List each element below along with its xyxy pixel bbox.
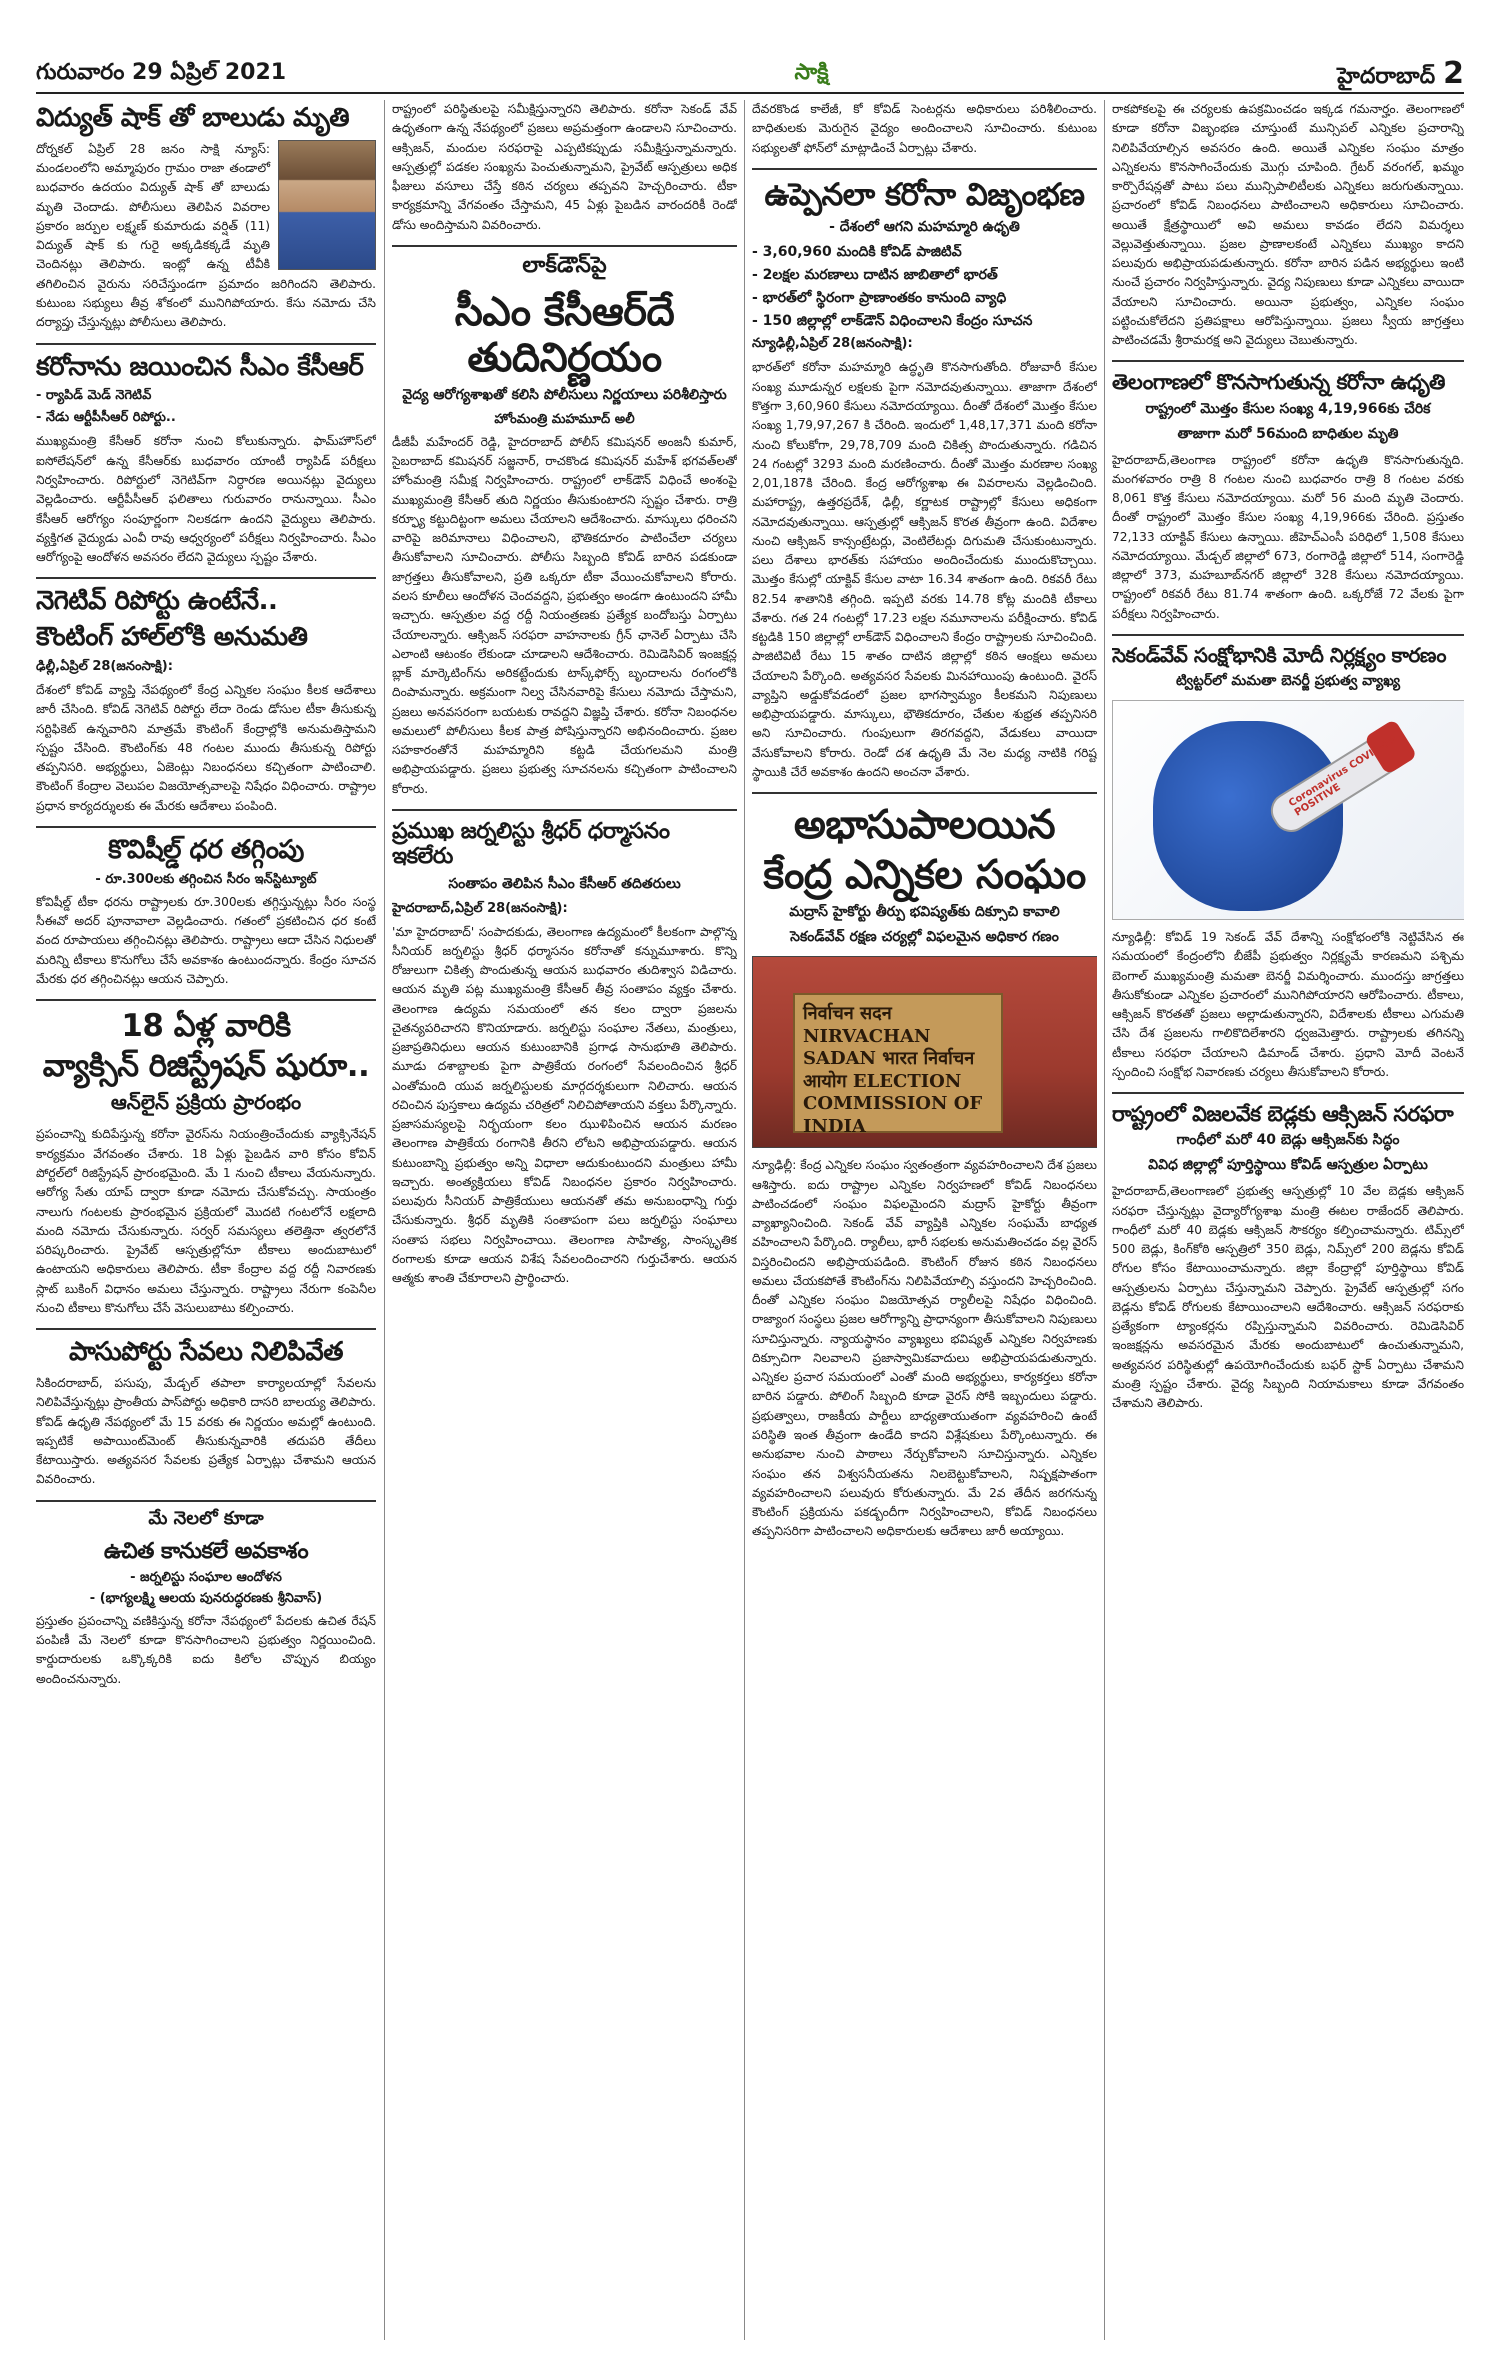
article-body: 'మా హైదరాబాద్' సంపాదకుడు, తెలంగాణ ఉద్యమంలో కీలకంగా పాల్గొన్న సీనియర్ జర్నలిస్టు శ్రీధర్ ధర్మాసనం కరోనాతో కన్నుమూశారు. కొన్ని రోజులుగా చికిత్స పొందుతున్న ఆయన బుధవారం తుదిశ్వాస విడిచారు. ఆయన మృతి పట్ల ముఖ్యమంత్రి కేసీఆర్ తీవ్ర సంతాపం వ్యక్తం చేశారు. తెలంగాణ ఉద్యమ సమయంలో తన కలం ద్వారా ప్రజలను చైతన్యపరిచారని కొనియాడారు. జర్నలిస్టు సంఘాల నేతలు, మంత్రులు, ప్రజాప్రతినిధులు ఆయన కుటుంబానికి ప్రగాఢ సానుభూతి తెలిపారు. మూడు దశాబ్దాలకు పైగా పాత్రికేయ రంగంలో సేవలందించిన శ్రీధర్ ఎంతోమంది యువ జర్నలిస్టులకు మార్గదర్శకులుగా నిలిచారు. ఆయన రచించిన పుస్తకాలు ఉద్యమ చరిత్రలో నిలిచిపోతాయని వక్తలు పేర్కొన్నారు. ప్రజాసమస్యలపై నిర్భయంగా కలం ఝుళిపించిన ఆయన మరణం తెలంగాణ పాత్రికేయ రంగానికి తీరని లోటని అభిప్రాయపడ్డారు. ఆయన కుటుంబాన్ని ప్రభుత్వం అన్ని విధాలా ఆదుకుంటుందని మంత్రులు హామీ ఇచ్చారు. అంత్యక్రియలు కోవిడ్ నిబంధనల ప్రకారం నిర్వహించారు. పలువురు సీనియర్ పాత్రికేయులు ఆయనతో తమ అనుబంధాన్ని గుర్తు చేసుకున్నారు. శ్రీధర్ మృతికి సంతాపంగా పలు జర్నలిస్టు సంఘాలు సంతాప సభలు నిర్వహించాయి. తెలంగాణ సాహిత్య, సాంస్కృతిక రంగాలకు కూడా ఆయన విశేష సేవలందించారని గుర్తుచేశారు. ఆయన ఆత్మకు శాంతి చేకూరాలని ప్రార్థించారు. bbox=[392, 924, 737, 1286]
article-counting-hall bbox=[36, 577, 376, 816]
column-4 bbox=[1112, 100, 1464, 1419]
column-2 bbox=[392, 100, 737, 1295]
election-commission-photo bbox=[752, 956, 1097, 1148]
headline-oxygen-supply: రాష్ట్రంలో విజలవేక బెడ్లకు ఆక్సిజన్ సరఫరా bbox=[1112, 1102, 1454, 1127]
headline-counting-hall: కౌంటింగ్ హాల్‌లోకి అనుమతి bbox=[36, 622, 308, 653]
subheadline: వైద్య ఆరోగ్యశాఖతో కలిసి పోలీసులు నిర్ణయాలు పరిశీలిస్తారు bbox=[402, 386, 727, 403]
kicker: లాక్‌డౌన్‌పై bbox=[522, 252, 607, 278]
headline-free-ration: ఉచిత కానుకలే అవకాశం bbox=[103, 1538, 309, 1564]
article-body: కోవిషీల్డ్ టీకా ధరను రాష్ట్రాలకు రూ.300లకు తగ్గిస్తున్నట్లు సీరం సంస్థ సీఈవో అదర్ పూనావాలా వెల్లడించారు. గతంలో ప్రకటించిన ధర కంటే వంద రూపాయలు తగ్గించినట్లు తెలిపారు. రాష్ట్రాలు ఆదా చేసిన నిధులతో మరిన్ని టీకాలు కొనుగోలు చేసే అవకాశం ఉంటుందన్నారు. కేంద్రం సూచన మేరకు ధర తగ్గించినట్లు ఆయన చెప్పారు. bbox=[36, 894, 376, 986]
article-covishield-price bbox=[36, 826, 376, 989]
column-rule bbox=[384, 100, 385, 2340]
article-body: ప్రస్తుతం ప్రపంచాన్ని వణికిస్తున్న కరోనా నేపథ్యంలో పేదలకు ఉచిత రేషన్ పంపిణీ మే నెలలో కూడా కొనసాగించాలని ప్రభుత్వం నిర్ణయించింది. కార్డుదారులకు ఒక్కొక్కరికి ఐదు కిలోల చొప్పున బియ్యం అందించనున్నారు. bbox=[36, 1613, 376, 1686]
article-journalist-sridhar bbox=[392, 809, 737, 1289]
byline: - (భాగ్యలక్ష్మి ఆలయ పునరుద్ధరణకు శ్రీనివాస్) bbox=[89, 1590, 323, 1606]
column-1 bbox=[36, 100, 376, 1695]
article-body: ప్రపంచాన్ని కుదిపేస్తున్న కరోనా వైరస్‌ను నియంత్రించేందుకు వ్యాక్సినేషన్ కార్యక్రమం వేగవంతం చేశారు. 18 ఏళ్లు పైబడిన వారి కోసం కోవిన్ పోర్టల్‌లో రిజిస్ట్రేషన్ ప్రారంభమైంది. మే 1 నుంచి టీకాలు వేయనున్నారు. ఆరోగ్య సేతు యాప్ ద్వారా కూడా నమోదు చేసుకోవచ్చు. సాయంత్రం నాలుగు గంటలకు ప్రారంభమైన ప్రక్రియలో మొదటి గంటలోనే లక్షలాది మంది నమోదు చేసుకున్నారు. సర్వర్ సమస్యలు తలెత్తినా త్వరలోనే పరిష్కరించారు. ప్రైవేట్ ఆస్పత్రుల్లోనూ టీకాలు అందుబాటులో ఉంటాయని అధికారులు తెలిపారు. టీకా కేంద్రాల వద్ద రద్దీ నివారణకు స్లాట్ బుకింగ్ విధానం అమలు చేస్తున్నారు. రాష్ట్రాలు నేరుగా కంపెనీల నుంచి టీకాలు కొనుగోలు చేసే వెసులుబాటు కల్పించారు. bbox=[36, 1127, 376, 1315]
byline: హోంమంత్రి మహమూద్ అలీ bbox=[494, 411, 635, 427]
subheadline: వివిధ జిల్లాల్లో పూర్తిస్థాయి కోవిడ్ ఆస్పత్రుల ఏర్పాటు bbox=[1148, 1157, 1428, 1174]
article-body: దేశంలో కోవిడ్ వ్యాప్తి నేపథ్యంలో కేంద్ర ఎన్నికల సంఘం కీలక ఆదేశాలు జారీ చేసింది. కోవిడ్ నెగెటివ్ రిపోర్టు లేదా రెండు డోసుల టీకా తీసుకున్న సర్టిఫికెట్ ఉన్నవారిని మాత్రమే కౌంటింగ్ కేంద్రాల్లోకి అనుమతిస్తామని స్పష్టం చేసింది. కౌంటింగ్‌కు 48 గంటల ముందు తీసుకున్న రిపోర్టు తప్పనిసరి. అభ్యర్థులు, ఏజెంట్లు నిబంధనలు కచ్చితంగా పాటించాలి. కౌంటింగ్ కేంద్రాల వెలుపల విజయోత్సవాలపై నిషేధం విధించారు. రాష్ట్రాల ప్రధాన కార్యదర్శులకు ఈ మేరకు ఆదేశాలు పంపింది. bbox=[36, 683, 376, 813]
headline-negative-report: నెగెటివ్ రిపోర్టు ఉంటేనే.. bbox=[36, 586, 278, 617]
page-number: 2 bbox=[1443, 56, 1464, 91]
article-telangana-corona bbox=[1112, 360, 1464, 624]
headline-election-commission: కేంద్ర ఎన్నికల సంఘం bbox=[763, 852, 1086, 899]
subheadline: గాంధీలో మరో 40 బెడ్లు ఆక్సిజన్‌కు సిద్ధం bbox=[1176, 1132, 1400, 1149]
article-free-ration bbox=[36, 1500, 376, 1689]
headline-lockdown: సీఎం కేసీఆర్‌దే తుదినిర్ణయం bbox=[454, 288, 675, 381]
article-body: భారత్‌లో కరోనా మహమ్మారి ఉద్ధృతి కొనసాగుతోంది. రోజువారీ కేసుల సంఖ్య మూడున్నర లక్షలకు పైగా నమోదవుతున్నాయి. తాజాగా దేశంలో కొత్తగా 3,60,960 కేసులు నమోదయ్యాయి. దీంతో దేశంలో మొత్తం కేసుల సంఖ్య 1,79,97,267 కి చేరింది. ఇందులో 1,48,17,371 మంది కరోనా నుంచి కోలుకోగా, 29,78,709 మంది చికిత్స పొందుతున్నారు. గడిచిన 24 గంటల్లో 3293 మంది మరణించారు. దీంతో మొత్తం మరణాల సంఖ్య 2,01,187కి చేరింది. కేంద్ర ఆరోగ్యశాఖ ఈ వివరాలను వెల్లడించింది. మహారాష్ట్ర, ఉత్తరప్రదేశ్, ఢిల్లీ, కర్ణాటక రాష్ట్రాల్లో కేసులు అధికంగా నమోదవుతున్నాయి. ఆస్పత్రుల్లో ఆక్సిజన్ కొరత తీవ్రంగా ఉంది. విదేశాల నుంచి ఆక్సిజన్ కాన్సంట్రేటర్లు, వెంటిలేటర్లు దిగుమతి చేసుకుంటున్నారు. పలు దేశాలు భారత్‌కు సహాయం అందించేందుకు ముందుకొచ్చాయి. మొత్తం కేసుల్లో యాక్టివ్ కేసుల వాటా 16.34 శాతంగా ఉంది. రికవరీ రేటు 82.54 శాతానికి తగ్గింది. ఇప్పటి వరకు 14.78 కోట్ల మందికి టీకాలు వేశారు. గత 24 గంటల్లో 17.23 లక్షల నమూనాలను పరీక్షించారు. కోవిడ్ కట్టడికి 150 జిల్లాల్లో లాక్‌డౌన్ విధించాలని కేంద్రం రాష్ట్రాలకు సూచించింది. పాజిటివిటీ రేటు 15 శాతం దాటిన జిల్లాల్లో కఠిన ఆంక్షలు అమలు చేయాలని పేర్కొంది. అత్యవసర సేవలకు మినహాయింపు ఉంటుంది. వైరస్ వ్యాప్తిని అడ్డుకోవడంలో ప్రజల భాగస్వామ్యం కీలకమని నిపుణులు అభిప్రాయపడ్డారు. మాస్కులు, భౌతికదూరం, చేతుల శుభ్రత తప్పనిసరి అని సూచించారు. గుంపులుగా తిరగవద్దని, వేడుకలు వాయిదా వేసుకోవాలని కోరారు. రెండో దశ ఉధృతి మే నెల మధ్య నాటికి గరిష్ట స్థాయికి చేరే అవకాశం ఉందని అంచనా వేశారు. bbox=[752, 360, 1097, 780]
article-election-commission bbox=[752, 792, 1097, 1541]
dateline: ఢిల్లీ,ఏప్రిల్ 28(జనంసాక్షి): bbox=[36, 659, 173, 675]
highlight-bullet: - 2లక్షల మరణాలు దాటిన జాబితాలో భారత్ bbox=[752, 267, 998, 284]
article-body: రాష్ట్రంలో పరిస్థితులపై సమీక్షిస్తున్నారని తెలిపారు. కరోనా సెకండ్ వేవ్ ఉధృతంగా ఉన్న నేపథ్యంలో ప్రజలు అప్రమత్తంగా ఉండాలని సూచించారు. ఆక్సిజన్, మందుల సరఫరాపై ఎప్పటికప్పుడు సమీక్షిస్తున్నామన్నారు. ఆస్పత్రుల్లో పడకల సంఖ్యను పెంచుతున్నామని, ప్రైవేట్ ఆస్పత్రులు అధిక ఫీజులు వసూలు చేస్తే కఠిన చర్యలు తప్పవని హెచ్చరించారు. టీకా కార్యక్రమాన్ని వేగవంతం చేస్తామని, 45 ఏళ్లు పైబడిన వారందరికీ రెండో డోసు అందిస్తామని వివరించారు. bbox=[392, 102, 737, 232]
headline-18-years: 18 ఏళ్ల వారికి bbox=[121, 1008, 291, 1045]
article-body: న్యూఢిల్లీ: కేంద్ర ఎన్నికల సంఘం స్వతంత్రంగా వ్యవహరించాలని దేశ ప్రజలు ఆశిస్తారు. ఐదు రాష్ట్రాల ఎన్నికల నిర్వహణలో కోవిడ్ నిబంధనలు పాటించడంలో సంఘం విఫలమైందని మద్రాస్ హైకోర్టు తీవ్రంగా వ్యాఖ్యానించింది. సెకండ్ వేవ్ వ్యాప్తికి ఎన్నికల సంఘమే బాధ్యత వహించాలని పేర్కొంది. ర్యాలీలు, భారీ సభలకు అనుమతించడం వల్ల వైరస్ విస్తరించిందని అభిప్రాయపడింది. కౌంటింగ్ రోజున కఠిన నిబంధనలు అమలు చేయకపోతే కౌంటింగ్‌ను నిలిపివేయాల్సి వస్తుందని హెచ్చరించింది. దీంతో ఎన్నికల సంఘం విజయోత్సవ ర్యాలీలపై నిషేధం విధించింది. రాజ్యాంగ సంస్థలు ప్రజల ఆరోగ్యాన్ని ప్రాధాన్యంగా తీసుకోవాలని నిపుణులు సూచిస్తున్నారు. న్యాయస్థానం వ్యాఖ్యలు భవిష్యత్ ఎన్నికల నిర్వహణకు దిక్సూచిగా నిలవాలని ప్రజాస్వామికవాదులు అభిప్రాయపడుతున్నారు. ఎన్నికల ప్రచార సమయంలో ఎంతో మంది అభ్యర్థులు, కార్యకర్తలు కరోనా బారిన పడ్డారు. పోలింగ్ సిబ్బంది కూడా వైరస్ సోకి ఇబ్బందులు పడ్డారు. ప్రభుత్వాలు, రాజకీయ పార్టీలు బాధ్యతాయుతంగా వ్యవహరించి ఉంటే పరిస్థితి ఇంత తీవ్రంగా ఉండేది కాదని విశ్లేషకులు పేర్కొంటున్నారు. ఈ అనుభవాల నుంచి పాఠాలు నేర్చుకోవాలని సూచిస్తున్నారు. ఎన్నికల సంఘం తన విశ్వసనీయతను నిలబెట్టుకోవాలని, నిష్పక్షపాతంగా వ్యవహరించాలని పలువురు కోరుతున్నారు. మే 2వ తేదీన జరగనున్న కౌంటింగ్ ప్రక్రియను పకడ్బందీగా నిర్వహించాలని, కోవిడ్ నిబంధనలు తప్పనిసరిగా పాటించాలని అధికారులకు ఆదేశాలు జారీ అయ్యాయి. bbox=[752, 1158, 1097, 1539]
article-body: హైదరాబాద్,తెలంగాణ రాష్ట్రంలో కరోనా ఉధృతి కొనసాగుతున్నది. మంగళవారం రాత్రి 8 గంటల నుంచి బుధవారం రాత్రి 8 గంటల వరకు 8,061 కొత్త కేసులు నమోదయ్యాయి. మరో 56 మంది మృతి చెందారు. దీంతో రాష్ట్రంలో మొత్తం కేసుల సంఖ్య 4,19,966కు చేరింది. ప్రస్తుతం 72,133 యాక్టివ్ కేసులు ఉన్నాయి. జీహెచ్ఎంసీ పరిధిలో 1,508 కేసులు నమోదయ్యాయి. మేడ్చల్ జిల్లాలో 673, రంగారెడ్డి జిల్లాలో 514, సంగారెడ్డి జిల్లాలో 373, మహబూబ్‌నగర్ జిల్లాలో 328 కేసులు నమోదయ్యాయి. రాష్ట్రంలో రికవరీ రేటు 81.74 శాతంగా ఉంది. ఒక్కరోజే 72 వేలకు పైగా పరీక్షలు నిర్వహించారు. bbox=[1112, 452, 1464, 621]
subheadline: రాష్ట్రంలో మొత్తం కేసుల సంఖ్య 4,19,966కు చేరిక bbox=[1145, 400, 1431, 417]
article-body: దేవరకొండ కాలేజీ, కో కోవిడ్ సెంటర్లను అధికారులు పరిశీలించారు. బాధితులకు మెరుగైన వైద్యం అందించాలని సూచించారు. కుటుంబ సభ్యులతో ఫోన్‌లో మాట్లాడించే ఏర్పాట్లు చేశారు. bbox=[752, 102, 1097, 155]
kicker: మే నెలలో కూడా bbox=[148, 1507, 264, 1529]
highlight-bullet: - 150 జిల్లాల్లో లాక్‌డౌన్ విధించాలని కేంద్రం సూచన bbox=[752, 313, 1033, 330]
subheadline: సంతాపం తెలిపిన సీఎం కేసీఆర్ తదితరులు bbox=[448, 875, 681, 892]
column-3 bbox=[752, 100, 1097, 1548]
article-vaccine-registration bbox=[36, 999, 376, 1318]
headline-journalist-sridhar: ప్రముఖ జర్నలిస్టు శ్రీధర్ ధర్మాసనం ఇకలేరు bbox=[392, 818, 670, 870]
article-body: డీజీపీ మహేందర్ రెడ్డి, హైదరాబాద్ పోలీస్ కమిషనర్ అంజనీ కుమార్, సైబరాబాద్ కమిషనర్ సజ్జనార్, రాచకొండ కమిషనర్ మహేశ్ భగవత్‌లతో హోంమంత్రి సమీక్ష నిర్వహించారు. రాష్ట్రంలో లాక్‌డౌన్ విధించే అంశంపై ముఖ్యమంత్రి కేసీఆర్ తుది నిర్ణయం తీసుకుంటారని స్పష్టం చేశారు. రాత్రి కర్ఫ్యూ కట్టుదిట్టంగా అమలు చేయాలని ఆదేశించారు. మాస్కులు ధరించని వారిపై జరిమానాలు విధించాలని, భౌతికదూరం పాటించేలా చర్యలు తీసుకోవాలని సూచించారు. పోలీసు సిబ్బంది కోవిడ్ బారిన పడకుండా జాగ్రత్తలు తీసుకోవాలని, ప్రతి ఒక్కరూ టీకా వేయించుకోవాలని కోరారు. వలస కూలీలు ఆందోళన చెందవద్దని, ప్రభుత్వం అండగా ఉంటుందని హామీ ఇచ్చారు. ఆస్పత్రుల వద్ద రద్దీ నియంత్రణకు ప్రత్యేక బందోబస్తు ఏర్పాటు చేయాలన్నారు. ఆక్సిజన్ సరఫరా వాహనాలకు గ్రీన్ ఛానెల్ ఏర్పాటు చేసి ఎలాంటి ఆటంకం లేకుండా చూడాలని ఆదేశించారు. రెమిడెసివిర్ ఇంజక్షన్ల బ్లాక్ మార్కెటింగ్‌ను అరికట్టేందుకు టాస్క్‌ఫోర్స్ బృందాలను రంగంలోకి దింపామన్నారు. అక్రమంగా నిల్వ చేసినవారిపై కేసులు నమోదు చేస్తామని, ప్రజలు అనవసరంగా బయటకు రావద్దని విజ్ఞప్తి చేశారు. కరోనా నిబంధనల అమలులో పోలీసులు కీలక పాత్ర పోషిస్తున్నారని అభినందించారు. ప్రజల సహకారంతోనే మహమ్మారిని కట్టడి చేయగలమని మంత్రి అభిప్రాయపడ్డారు. ప్రజలు ప్రభుత్వ సూచనలను కచ్చితంగా పాటించాలని కోరారు. bbox=[392, 434, 737, 796]
article-body: ముఖ్యమంత్రి కేసీఆర్ కరోనా నుంచి కోలుకున్నారు. ఫామ్‌హౌస్‌లో ఐసోలేషన్‌లో ఉన్న కేసీఆర్‌కు బుధవారం యాంటీ ర్యాపిడ్ పరీక్షలు నిర్వహించారు. రిపోర్టులో నెగెటివ్‌గా నిర్ధారణ అయినట్లు వైద్యులు వెల్లడించారు. ఆర్టీపీసీఆర్ ఫలితాలు గురువారం రానున్నాయి. సీఎం కేసీఆర్ ఆరోగ్యం సంపూర్ణంగా నిలకడగా ఉందని వైద్యులు తెలిపారు. వ్యక్తిగత వైద్యుడు ఎంవీ రావు ఆధ్వర్యంలో పరీక్షలు నిర్వహించారు. సీఎం ఆరోగ్యంపై ఆందోళన అవసరం లేదని వైద్యులు స్పష్టం చేశారు. bbox=[36, 434, 376, 565]
subheadline: ఆన్‌లైన్ ప్రక్రియ ప్రారంభం bbox=[110, 1090, 302, 1115]
headline-electric-shock: విద్యుత్ షాక్ తో బాలుడు మృతి bbox=[36, 103, 350, 133]
article-oxygen-supply bbox=[1112, 1092, 1464, 1413]
boy-photo bbox=[278, 140, 376, 270]
covid-test-tube-photo bbox=[1112, 700, 1464, 920]
byline: - ర్యాపిడ్ మెడ్ నెగెటివ్ bbox=[36, 388, 152, 404]
article-passport bbox=[36, 1328, 376, 1489]
column-rule bbox=[1104, 100, 1105, 2340]
headline-passport: పాసుపోర్టు సేవలు నిలిపివేత bbox=[69, 1337, 343, 1368]
article-body: సికిందరాబాద్, పసుపు, మేడ్చల్ తపాలా కార్యాలయాల్లో సేవలను నిలిపివేస్తున్నట్లు ప్రాంతీయ పాస్‌పోర్టు అధికారి దాసరి బాలయ్య తెలిపారు. కోవిడ్ ఉధృతి నేపథ్యంలో మే 15 వరకు ఈ నిర్ణయం అమల్లో ఉంటుంది. ఇప్పటికే అపాయింట్‌మెంట్ తీసుకున్నవారికి తదుపరి తేదీలు కేటాయిస్తారు. అత్యవసర సేవలకు ప్రత్యేక ఏర్పాట్లు చేశామని ఆయన వివరించారు. bbox=[36, 1375, 376, 1487]
subheadline: - దేశంలో ఆగని మహమ్మారి ఉధృతి bbox=[829, 219, 1020, 236]
headline-vaccine-registration: వ్యాక్సిన్ రిజిస్ట్రేషన్ షురూ.. bbox=[42, 1047, 370, 1084]
column-rule bbox=[744, 100, 745, 2340]
article-body: దోర్నకల్ ఏప్రిల్ 28 జనం సాక్షి న్యూస్: మండలంలోని అమ్మాపురం గ్రామం రాజా తండాలో బుధవారం ఉదయం విద్యుత్ షాక్ తో బాలుడు మృతి చెందాడు. పోలీసులు తెలిపిన వివరాల ప్రకారం జర్పుల లక్ష్మణ్ కుమారుడు వర్షిత్ (11) విద్యుత్ షాక్ కు గురై అక్కడికక్కడే మృతి చెందినట్లు తెలిపారు. ఇంట్లో ఉన్న టీవీకి తగిలించిన వైరును సరిచేస్తుండగా ప్రమాదం జరిగిందని తెలిపారు. కుటుంబ సభ్యులు తీవ్ర శోకంలో మునిగిపోయారు. కేసు నమోదు చేసి దర్యాప్తు చేస్తున్నట్లు పోలీసులు తెలిపారు. bbox=[36, 141, 376, 330]
subheadline: తాజాగా మరో 56మంది బాధితుల మృతి bbox=[1177, 425, 1399, 442]
building-plaque: निर्वाचन सदन NIRVACHAN SADAN भारत निर्वाचन आयोग ELECTION COMMISSION OF INDIA bbox=[793, 993, 1003, 1133]
headline-telangana-corona: తెలంగాణలో కొనసాగుతున్న కరోనా ఉధృతి bbox=[1112, 370, 1445, 395]
masthead-brand: సాక్షి bbox=[794, 60, 829, 85]
dateline: హైదరాబాద్,ఏప్రిల్ 28(జనంసాక్షి): bbox=[392, 900, 568, 916]
highlight-bullet: - 3,60,960 మందికి కోవిడ్ పాజిటివ్ bbox=[752, 244, 962, 261]
article-body: న్యూఢిల్లీ: కోవిడ్ 19 సెకండ్ వేవ్ దేశాన్ని సంక్షోభంలోకి నెట్టివేసిన ఈ సమయంలో కేంద్రంలోని బీజేపీ ప్రభుత్వం నిర్లక్ష్యమే కారణమని పశ్చిమ బెంగాల్ ముఖ్యమంత్రి మమతా బెనర్జీ విమర్శించారు. ముందస్తు జాగ్రత్తలు తీసుకోకుండా ఎన్నికల ప్రచారంలో మునిగిపోయారని ఆరోపించారు. టీకాలు, ఆక్సిజన్ కొరతతో ప్రజలు అల్లాడుతున్నారని, విదేశాలకు టీకాలు ఎగుమతి చేసి దేశ ప్రజలను గాలికొదిలేశారని ధ్వజమెత్తారు. రాష్ట్రాలకు తగినన్ని టీకాలు సరఫరా చేయాలని డిమాండ్ చేశారు. ప్రధాని మోదీ వెంటనే స్పందించి సంక్షోభ నివారణకు చర్యలు తీసుకోవాలని కోరారు. bbox=[1112, 929, 1464, 1079]
byline: - రూ.300లకు తగ్గించిన సీరం ఇన్‌స్టిట్యూట్ bbox=[95, 871, 317, 887]
headline-second-wave: సెకండ్‌వేవ్ సంక్షోభానికి మోదీ నిర్లక్ష్యం కారణం bbox=[1112, 642, 1447, 667]
subheadline: మద్రాస్ హైకోర్టు తీర్పు భవిష్యత్‌కు దిక్సూచి కావాలి bbox=[789, 904, 1060, 921]
dateline: న్యూఢిల్లీ,ఏప్రిల్ 28(జనంసాక్షి): bbox=[752, 336, 913, 352]
masthead bbox=[36, 58, 1464, 94]
subheadline: సెకండ్‌వేవ్ రక్షణ చర్యల్లో విఫలమైన అధికార గణం bbox=[790, 929, 1059, 946]
article-corona-surge bbox=[752, 168, 1097, 782]
kicker: అభాసుపాలయిన bbox=[793, 802, 1056, 849]
headline-kcr-recovery: కరోనాను జయించిన సీఎం కేసీఆర్ bbox=[36, 351, 364, 382]
masthead-date: గురువారం 29 ఏప్రిల్ 2021 bbox=[36, 60, 287, 85]
article-body: రాకపోకలపై ఈ చర్యలకు ఉపక్రమించడం ఇక్కడ గమనార్హం. తెలంగాణలో కూడా కరోనా విజృంభణ చూస్తుంటే మున్సిపల్ ఎన్నికల ప్రచారాన్ని నిలిపివేయాల్సిన అవసరం ఉంది. అయితే ఎన్నికల సంఘం మాత్రం ఎన్నికలను కొనసాగించేందుకు మొగ్గు చూపింది. గ్రేటర్ వరంగల్, ఖమ్మం కార్పొరేషన్లతో పాటు పలు మున్సిపాలిటీలకు ఎన్నికలు జరుగుతున్నాయి. ప్రచారంలో కోవిడ్ నిబంధనలు పాటించాలని అధికారులు సూచించారు. అయితే క్షేత్రస్థాయిలో అవి అమలు కావడం లేదని విమర్శలు వెల్లువెత్తుతున్నాయి. ప్రజల ప్రాణాలకంటే ఎన్నికలు ముఖ్యం కాదని పలువురు అభిప్రాయపడుతున్నారు. కరోనా బారిన పడిన అభ్యర్థులు ఇంటి నుంచే ప్రచారం నిర్వహిస్తున్నారు. వైద్య నిపుణులు కూడా ఎన్నికలు వాయిదా వేయాలని సూచించారు. అయినా ప్రభుత్వం, ఎన్నికల సంఘం పట్టించుకోలేదని ప్రతిపక్షాలు ఆరోపిస్తున్నాయి. ప్రజలు స్వీయ జాగ్రత్తలు పాటించడమే శ్రీరామరక్ష అని వైద్యులు చెబుతున్నారు. bbox=[1112, 102, 1464, 348]
byline: - జర్నలిస్టు సంఘాల ఆందోళన bbox=[130, 1569, 282, 1585]
highlight-bullet: - భారత్‌లో స్థిరంగా ప్రాణాంతకం కానుంది వ్యాధి bbox=[752, 290, 1007, 307]
masthead-city: హైదరాబాద్ 2 bbox=[1337, 56, 1464, 91]
headline-covishield: కొవిషీల్డ్ ధర తగ్గింపు bbox=[108, 834, 304, 865]
subheadline: ట్విట్టర్‌లో మమతా బెనర్జీ ప్రభుత్వ వ్యాఖ్య bbox=[1175, 672, 1401, 689]
article-kcr-recovery bbox=[36, 343, 376, 568]
article-body: హైదరాబాద్,తెలంగాణలో ప్రభుత్వ ఆస్పత్రుల్లో 10 వేల బెడ్లకు ఆక్సిజన్ సరఫరా చేస్తున్నట్లు వైద్యారోగ్యశాఖ మంత్రి ఈటల రాజేందర్ తెలిపారు. గాంధీలో మరో 40 బెడ్లకు ఆక్సిజన్ సౌకర్యం కల్పించామన్నారు. టిమ్స్‌లో 500 బెడ్లు, కింగ్‌కోఠి ఆస్పత్రిలో 350 బెడ్లు, నిమ్స్‌లో 200 బెడ్లను కోవిడ్ రోగుల కోసం కేటాయించామన్నారు. జిల్లా కేంద్రాల్లో పూర్తిస్థాయి కోవిడ్ ఆస్పత్రులను ఏర్పాటు చేస్తున్నామని చెప్పారు. ప్రైవేట్ ఆస్పత్రుల్లో సగం బెడ్లను కోవిడ్ రోగులకు కేటాయించాలని ఆదేశించారు. ఆక్సిజన్ సరఫరాకు ప్రత్యేకంగా ట్యాంకర్లను రప్పిస్తున్నామని వివరించారు. రెమిడెసివిర్ ఇంజక్షన్లను అవసరమైన మేరకు అందుబాటులో ఉంచుతున్నామని, అత్యవసర పరిస్థితుల్లో ఉపయోగించేందుకు బఫర్ స్టాక్ ఏర్పాటు చేశామని మంత్రి స్పష్టం చేశారు. వైద్య సిబ్బంది నియామకాలు కూడా వేగవంతం చేశామని తెలిపారు. bbox=[1112, 1184, 1464, 1411]
headline-corona-surge: ఉప్పెనలా కరోనా విజృంభణ bbox=[764, 176, 1085, 213]
article-second-wave bbox=[1112, 634, 1464, 1082]
article-lockdown bbox=[392, 245, 737, 799]
byline: - నేడు ఆర్టీపీసీఆర్ రిపోర్టు.. bbox=[36, 410, 176, 426]
tube-label: Coronavirus COVID-19 POSITIVE bbox=[1286, 733, 1399, 819]
